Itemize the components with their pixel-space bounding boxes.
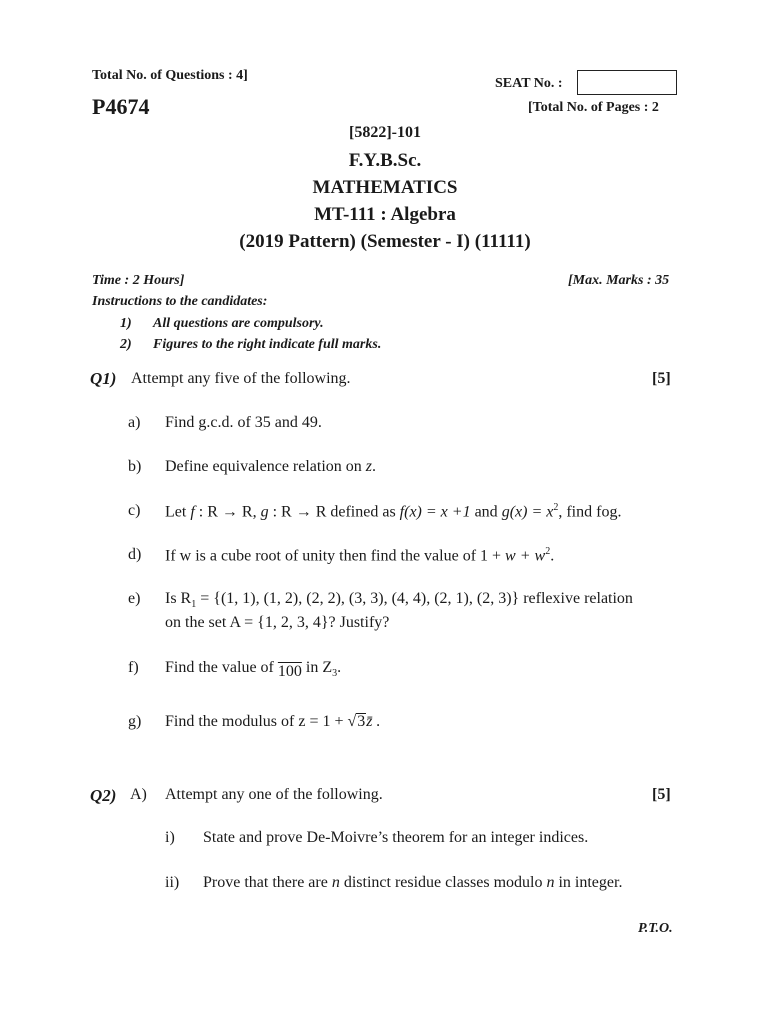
subject-title: MATHEMATICS — [312, 177, 458, 198]
subscript: 1 — [191, 599, 197, 611]
math-map: : R → R defined as — [268, 503, 400, 521]
question-marks: [5] — [652, 786, 671, 803]
total-pages: [Total No. of Pages : 2 — [528, 100, 659, 115]
item-text-post: in integer. — [554, 874, 623, 891]
instructions-heading: Instructions to the candidates: — [92, 294, 268, 309]
item-text-pre: Let — [165, 503, 187, 521]
item-label: e) — [128, 590, 141, 607]
item-text-line1 — [165, 590, 633, 610]
question-label: Q1) — [90, 369, 117, 388]
item-text-mid: in Z — [301, 659, 333, 676]
pattern-title: (2019 Pattern) (Semester - I) (11111) — [239, 231, 531, 252]
item-text-mid: distinct residue classes modulo — [339, 874, 547, 891]
seat-number-box[interactable] — [577, 70, 677, 95]
question-text: Attempt any five of the following. — [131, 370, 351, 387]
max-marks: [Max. Marks : 35 — [568, 273, 670, 288]
item-text-pre: Prove that there are — [203, 874, 332, 891]
item-text-tail: , find fog. — [558, 503, 622, 521]
math-expr: w + w — [505, 547, 546, 565]
question-marks: [5] — [652, 370, 671, 387]
instruction-text: Figures to the right indicate full marks. — [153, 337, 382, 352]
item-text — [165, 502, 621, 521]
item-text-tail: z̄ . — [366, 713, 381, 730]
pto-note: P.T.O. — [638, 921, 673, 936]
time-allowed: Time : 2 Hours] — [92, 273, 185, 288]
total-questions: Total No. of Questions : 4] — [92, 68, 248, 83]
instruction-number: 1) — [120, 316, 132, 331]
seat-label: SEAT No. : — [495, 76, 563, 91]
math-var: z — [365, 458, 373, 475]
math-var: g — [260, 503, 269, 521]
item-label: i) — [165, 829, 175, 846]
instruction-text: All questions are compulsory. — [153, 316, 324, 331]
question-label: Q2) — [90, 786, 117, 805]
item-text-line2: on the set A = {1, 2, 3, 4}? Justify? — [165, 614, 390, 631]
item-label: f) — [128, 659, 139, 676]
item-text: Find g.c.d. of 35 and 49. — [165, 414, 322, 431]
item-label: a) — [128, 414, 141, 431]
item-text — [165, 713, 381, 731]
overlined-number: 100 — [277, 663, 302, 680]
item-text-main: Define equivalence relation on — [165, 458, 362, 475]
course-title: F.Y.B.Sc. — [348, 150, 422, 171]
item-label: ii) — [165, 874, 180, 891]
paper-title: MT-111 : Algebra — [314, 204, 456, 225]
math-map: : R → R, — [194, 503, 261, 521]
exam-code: [5822]-101 — [349, 124, 421, 141]
paper-code: P4674 — [92, 94, 150, 119]
item-text — [165, 458, 376, 476]
item-text-main: If w is a cube root of unity then find the value of 1 + — [165, 547, 506, 565]
superscript: 2 — [553, 502, 559, 513]
item-end: . — [372, 458, 377, 475]
question-text: Attempt any one of the following. — [165, 786, 383, 803]
math-var: f — [190, 503, 195, 521]
radicand: 3 — [357, 713, 366, 730]
math-var: n — [546, 874, 555, 891]
item-label: b) — [128, 458, 142, 475]
item-text: State and prove De-Moivre’s theorem for an integer indices. — [203, 829, 589, 846]
math-var: n — [331, 874, 340, 891]
item-label: d) — [128, 546, 142, 563]
item-label: c) — [128, 502, 141, 519]
item-end: . — [337, 659, 342, 676]
math-expr: f(x) = x +1 — [399, 503, 471, 521]
item-text — [165, 546, 554, 565]
item-text-pre: Is R — [165, 590, 192, 607]
sqrt-icon: √ — [347, 713, 357, 730]
item-text — [165, 659, 341, 679]
superscript: 2 — [545, 546, 551, 557]
item-text — [203, 874, 622, 892]
item-text-and: and — [470, 503, 502, 521]
item-text-post: = {(1, 1), (1, 2), (2, 2), (3, 3), (4, 4), (2, 1), (2, 3)} reflexive relation — [196, 590, 633, 607]
item-text-pre: Find the modulus of z = 1 + — [165, 713, 348, 730]
question-part: A) — [130, 786, 147, 803]
item-end: . — [550, 547, 555, 565]
subscript: 3 — [332, 668, 338, 680]
item-text-pre: Find the value of — [165, 659, 278, 676]
instruction-number: 2) — [120, 337, 132, 352]
item-label: g) — [128, 713, 142, 730]
math-expr: g(x) = x — [501, 503, 554, 521]
